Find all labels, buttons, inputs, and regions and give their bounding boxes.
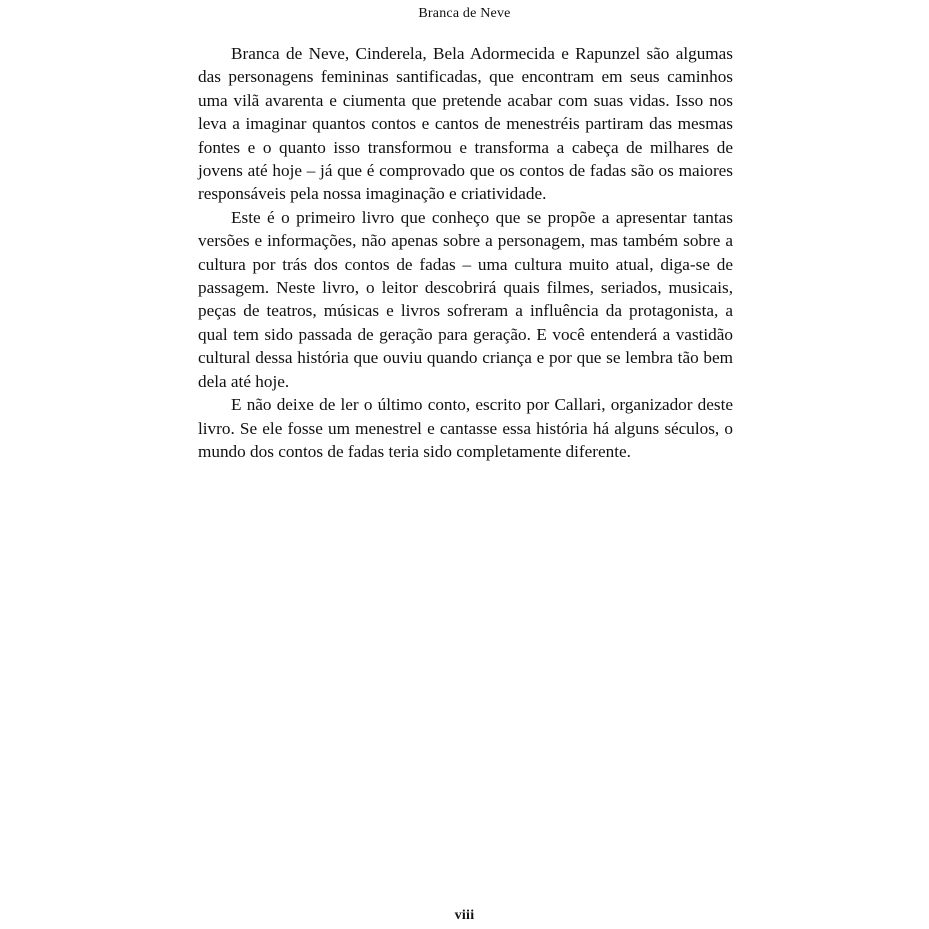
paragraph-1: Branca de Neve, Cinderela, Bela Adormecida e Rapunzel são algumas das personagens femininas santificadas, que encontram em seus caminhos uma vilã avarenta e ciumenta que pretende acabar com suas vidas. Isso nos leva a imaginar quantos contos e cantos de menestréis partiram das mesmas fontes e o quanto isso transformou e transforma a cabeça de milhares de jovens até hoje – já que é comprovado que os contos de fadas são os maiores responsáveis pela nossa imaginação e criatividade.: [198, 44, 733, 204]
running-head: Branca de Neve: [418, 6, 511, 21]
paragraph-2: Este é o primeiro livro que conheço que se propõe a apresentar tantas versões e informações, não apenas sobre a personagem, mas também sobre a cultura por trás dos contos de fadas – uma cultura muito atual, diga-se de passagem. Neste livro, o leitor descobrirá quais filmes, seriados, musicais, peças de teatros, músicas e livros sofreram a influência da protagonista, a qual tem sido passada de geração para geração. E você entenderá a vastidão cultural dessa história que ouviu quando criança e por que se lembra tão bem dela até hoje.: [198, 207, 733, 391]
body-text: [198, 42, 733, 463]
paragraph-3: E não deixe de ler o último conto, escrito por Callari, organizador deste livro. Se ele fosse um menestrel e cantasse essa história há alguns séculos, o mundo dos contos de fadas teria sido completamente diferente.: [198, 395, 733, 461]
page-number: viii: [454, 908, 475, 923]
